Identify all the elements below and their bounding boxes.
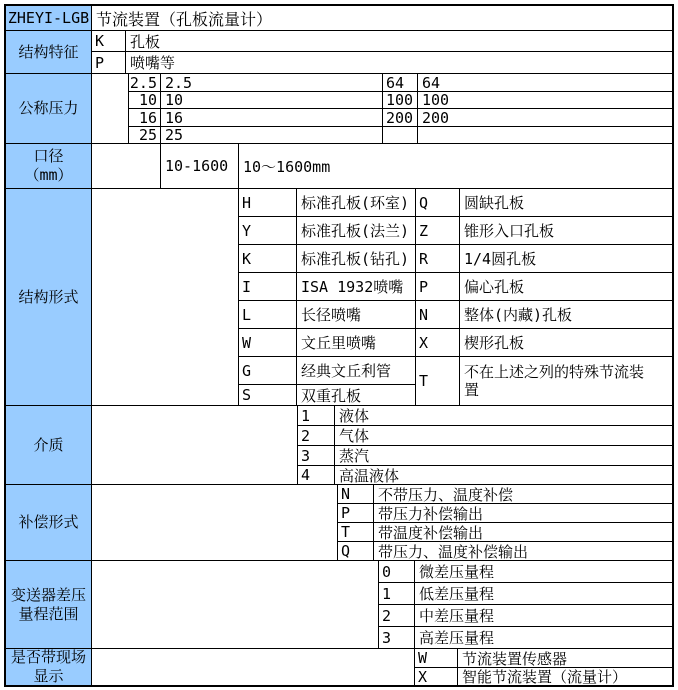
desc-cell: 液体 — [334, 405, 672, 425]
value-cell: 200 — [382, 108, 417, 126]
code-cell: Y — [238, 216, 296, 244]
code-cell: X — [414, 667, 457, 685]
desc-cell: 高温液体 — [334, 465, 672, 484]
code-cell: S — [238, 384, 296, 405]
section-label-display — [6, 648, 91, 685]
desc-cell: 长径喷嘴 — [296, 300, 415, 328]
desc-cell: 标准孔板(环室) — [296, 188, 415, 216]
code-cell: 4 — [297, 465, 334, 484]
dp-range-label-line2: 量程范围 — [18, 604, 79, 623]
spacer-cell — [91, 560, 378, 648]
value-cell: 10 — [128, 91, 160, 108]
desc-cell: 中差压量程 — [414, 604, 672, 626]
desc-cell: 高差压量程 — [414, 626, 672, 648]
code-cell: P — [91, 51, 125, 73]
desc-cell: 蒸汽 — [334, 445, 672, 465]
section-label-structure-feature: 结构特征 — [6, 30, 91, 73]
code-cell: Z — [415, 216, 459, 244]
desc-cell: 微差压量程 — [414, 560, 672, 582]
code-cell: N — [337, 484, 373, 503]
desc-cell: 偏心孔板 — [459, 272, 672, 300]
section-label-medium: 介质 — [6, 405, 91, 484]
model-code — [6, 6, 91, 30]
desc-cell: 10～1600mm — [238, 143, 672, 188]
desc-cell: 锥形入口孔板 — [459, 216, 672, 244]
code-cell: L — [238, 300, 296, 328]
code-cell-special: T — [415, 356, 459, 405]
desc-cell: 节流装置传感器 — [457, 648, 672, 667]
display-label-line1: 是否带现场 — [10, 648, 86, 667]
product-title: 节流装置（孔板流量计） — [91, 6, 672, 30]
desc-cell: 圆缺孔板 — [459, 188, 672, 216]
desc-cell: 喷嘴等 — [125, 51, 672, 73]
desc-cell: 不带压力、温度补偿 — [373, 484, 672, 503]
desc-cell: 标准孔板(钻孔) — [296, 244, 415, 272]
code-cell: P — [415, 272, 459, 300]
code-cell: Q — [337, 541, 373, 560]
desc-cell: 楔形孔板 — [459, 328, 672, 356]
desc-cell: 经典文丘利管 — [296, 356, 415, 384]
desc-cell: 智能节流装置（流量计） — [457, 667, 672, 685]
desc-cell: 带压力补偿输出 — [373, 503, 672, 522]
value-cell: 100 — [382, 91, 417, 108]
desc-cell: 64 — [417, 73, 672, 91]
value-cell: 25 — [128, 126, 160, 143]
code-cell: R — [415, 244, 459, 272]
desc-cell: 200 — [417, 108, 672, 126]
desc-cell: 整体(内藏)孔板 — [459, 300, 672, 328]
code-cell: 0 — [378, 560, 414, 582]
desc-cell: 16 — [160, 108, 382, 126]
diameter-label-line2: （mm） — [24, 166, 73, 184]
code-cell: I — [238, 272, 296, 300]
desc-cell: 带压力、温度补偿输出 — [373, 541, 672, 560]
code-cell: W — [238, 328, 296, 356]
spacer-cell — [91, 188, 238, 405]
code-cell: 3 — [378, 626, 414, 648]
spacer-cell — [91, 73, 128, 143]
section-label-diameter — [6, 143, 91, 188]
desc-cell: 低差压量程 — [414, 582, 672, 604]
model-code-text: ZHEYI-LGB — [7, 8, 90, 27]
code-cell: 2 — [297, 425, 334, 445]
value-cell: 64 — [382, 73, 417, 91]
desc-cell: 10 — [160, 91, 382, 108]
desc-cell-special: 不在上述之列的特殊节流装置 — [459, 356, 672, 405]
section-label-structure-form: 结构形式 — [6, 188, 91, 405]
code-cell: 1 — [378, 582, 414, 604]
diameter-label-line1: 口径 — [33, 147, 64, 166]
section-label-nominal-pressure: 公称压力 — [6, 73, 91, 143]
code-cell: G — [238, 356, 296, 384]
code-cell: N — [415, 300, 459, 328]
section-label-dp-range — [6, 560, 91, 648]
display-label-line2: 显示 — [33, 667, 64, 685]
code-cell: P — [337, 503, 373, 522]
desc-cell: 孔板 — [125, 30, 672, 51]
desc-cell: ISA 1932喷嘴 — [296, 272, 415, 300]
code-cell: W — [414, 648, 457, 667]
code-cell: T — [337, 522, 373, 541]
desc-cell: 100 — [417, 91, 672, 108]
desc-cell: 文丘里喷嘴 — [296, 328, 415, 356]
spacer-cell — [91, 405, 297, 484]
desc-cell: 带温度补偿输出 — [373, 522, 672, 541]
desc-cell: 标准孔板(法兰) — [296, 216, 415, 244]
spacer-cell — [91, 648, 414, 685]
code-cell: H — [238, 188, 296, 216]
desc-cell: 双重孔板 — [296, 384, 415, 405]
desc-cell: 气体 — [334, 425, 672, 445]
code-cell: K — [238, 244, 296, 272]
spacer-cell — [91, 143, 160, 188]
value-cell — [382, 126, 417, 143]
code-cell: 3 — [297, 445, 334, 465]
value-cell: 2.5 — [128, 73, 160, 91]
spacer-cell — [91, 484, 337, 560]
dp-range-label-line1: 变送器差压 — [10, 585, 86, 604]
code-cell: Q — [415, 188, 459, 216]
desc-cell: 2.5 — [160, 73, 382, 91]
code-cell: K — [91, 30, 125, 51]
spec-table — [4, 4, 674, 687]
code-cell: X — [415, 328, 459, 356]
section-label-compensation: 补偿形式 — [6, 484, 91, 560]
desc-cell: 25 — [160, 126, 382, 143]
desc-cell — [417, 126, 672, 143]
code-cell: 2 — [378, 604, 414, 626]
code-cell: 1 — [297, 405, 334, 425]
value-cell: 16 — [128, 108, 160, 126]
desc-cell: 1/4圆孔板 — [459, 244, 672, 272]
code-cell: 10-1600 — [160, 143, 238, 188]
